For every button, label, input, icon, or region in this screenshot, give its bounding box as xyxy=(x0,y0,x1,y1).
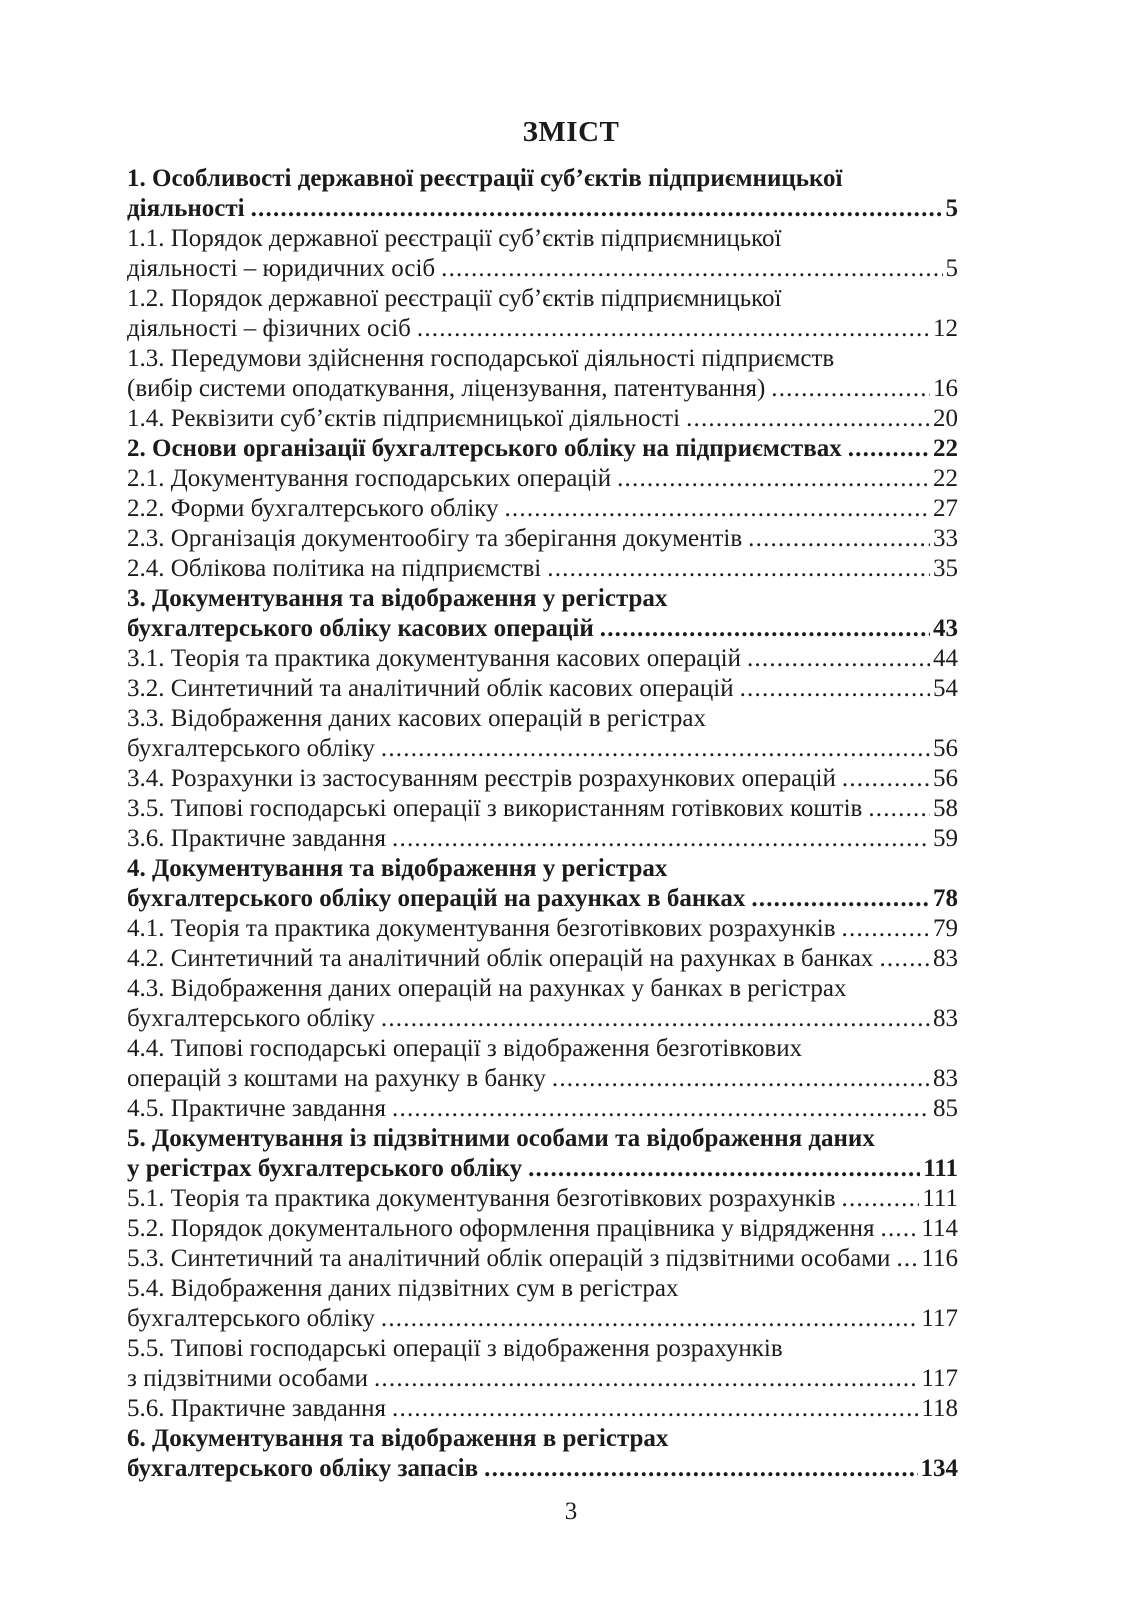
toc-entry xyxy=(127,284,958,344)
toc-entry xyxy=(127,1214,958,1244)
toc-page-number: 83 xyxy=(933,1065,958,1092)
dot-leader xyxy=(251,194,943,224)
toc-entry-text-line: 5.4. Відображення даних підзвітних сум в регістрах xyxy=(127,1275,679,1302)
toc-entry-text: 3.2. Синтетичний та аналітичний облік касових операцій xyxy=(127,675,734,702)
toc-entry-text: бухгалтерського обліку операцій на рахунках в банках xyxy=(127,885,746,912)
dot-leader xyxy=(896,1244,918,1274)
dot-leader xyxy=(600,614,930,644)
toc-page-number: 116 xyxy=(921,1245,958,1272)
toc-page-number: 5 xyxy=(945,195,958,222)
toc-entry xyxy=(127,704,958,764)
toc-page-number: 33 xyxy=(933,525,958,552)
toc-entry xyxy=(127,1034,958,1094)
toc-entry-last-line xyxy=(127,1184,958,1214)
dot-leader xyxy=(747,644,930,674)
toc-entry-text: бухгалтерського обліку xyxy=(127,1305,375,1332)
toc-entry-last-line xyxy=(127,1064,958,1094)
toc-page-number: 54 xyxy=(933,675,958,702)
toc-entry xyxy=(127,944,958,974)
toc-entry-last-line xyxy=(127,1004,958,1034)
toc-page-number: 22 xyxy=(933,435,958,462)
toc-entry-text: діяльності – юридичних осіб xyxy=(127,255,436,282)
dot-leader xyxy=(881,1214,919,1244)
toc-entry-last-line xyxy=(127,1394,958,1424)
toc-entry-text: 3.4. Розрахунки із застосуванням реєстрів розрахункових операцій xyxy=(127,765,836,792)
toc-entry xyxy=(127,764,958,794)
toc-entry-last-line xyxy=(127,944,958,974)
dot-leader xyxy=(381,734,930,764)
toc-page-number: 35 xyxy=(933,555,958,582)
toc-entry-text: діяльності – фізичних осіб xyxy=(127,315,411,342)
toc-entry xyxy=(127,224,958,284)
dot-leader xyxy=(552,1064,930,1094)
toc-page-number: 58 xyxy=(933,795,958,822)
toc-page-number: 5 xyxy=(945,255,958,282)
toc-entry-last-line xyxy=(127,1154,958,1184)
toc-entry-last-line xyxy=(127,614,958,644)
dot-leader xyxy=(504,494,930,524)
toc-entry-text-line: 5. Документування із підзвітними особами та відображення даних xyxy=(127,1125,875,1152)
dot-leader xyxy=(392,1394,918,1424)
dot-leader xyxy=(848,434,930,464)
toc-page-number: 111 xyxy=(922,1185,958,1212)
toc-entry-last-line xyxy=(127,644,958,674)
toc-page-number: 118 xyxy=(921,1395,958,1422)
toc-entry-last-line xyxy=(127,374,958,404)
toc-entry-text-line: 6. Документування та відображення в регістрах xyxy=(127,1425,669,1452)
toc-page-number: 117 xyxy=(921,1305,958,1332)
dot-leader xyxy=(751,884,930,914)
toc-entry xyxy=(127,434,958,464)
toc-entry xyxy=(127,824,958,854)
toc-entry xyxy=(127,854,958,914)
toc-entry-text: 3.5. Типові господарські операції з використанням готівкових коштів xyxy=(127,795,863,822)
toc-entry-last-line xyxy=(127,524,958,554)
toc-entry-text-line: 3. Документування та відображення у регістрах xyxy=(127,585,668,612)
toc-entry-last-line xyxy=(127,494,958,524)
toc-entry-last-line xyxy=(127,314,958,344)
toc-page-number: 56 xyxy=(933,735,958,762)
toc-entry-last-line xyxy=(127,1454,958,1484)
toc-page-number: 114 xyxy=(921,1215,958,1242)
toc-entry-last-line xyxy=(127,1364,958,1394)
toc-entry-last-line xyxy=(127,254,958,284)
toc-entry-last-line xyxy=(127,764,958,794)
dot-leader xyxy=(771,374,930,404)
toc-entry-text: бухгалтерського обліку xyxy=(127,1005,375,1032)
toc-entry-text: 2. Основи організації бухгалтерського обліку на підприємствах xyxy=(127,435,842,462)
toc-entry-text: 5.2. Порядок документального оформлення працівника у відрядження xyxy=(127,1215,875,1242)
toc-entry xyxy=(127,554,958,584)
dot-leader xyxy=(879,944,930,974)
toc-entry-text-line: 4.3. Відображення даних операцій на рахунках у банках в регістрах xyxy=(127,975,847,1002)
dot-leader xyxy=(528,1154,920,1184)
toc-entry xyxy=(127,1274,958,1334)
toc-entry xyxy=(127,914,958,944)
toc-page-number: 79 xyxy=(933,915,958,942)
dot-leader xyxy=(842,764,930,794)
page-title: ЗМІСТ xyxy=(522,116,620,148)
toc-entry-last-line xyxy=(127,404,958,434)
toc-entry-text: 5.3. Синтетичний та аналітичний облік операцій з підзвітними особами xyxy=(127,1245,891,1272)
toc-entry-text: 2.4. Облікова політика на підприємстві xyxy=(127,555,542,582)
toc-entry-text-line: 5.5. Типові господарські операції з відображення розрахунків xyxy=(127,1335,783,1362)
dot-leader xyxy=(374,1364,918,1394)
toc-entry-text: 4.1. Теорія та практика документування безготівкових розрахунків xyxy=(127,915,836,942)
toc-entry-last-line xyxy=(127,434,958,464)
dot-leader xyxy=(484,1454,917,1484)
toc-entry-text-line: 4. Документування та відображення у регістрах xyxy=(127,855,668,882)
toc-entry-text-line: 1. Особливості державної реєстрації суб’єктів підприємницької xyxy=(127,165,843,192)
toc-entry-last-line xyxy=(127,1214,958,1244)
toc-entry-last-line xyxy=(127,914,958,944)
toc-entry xyxy=(127,344,958,404)
toc-entry xyxy=(127,164,958,224)
toc-list xyxy=(127,164,958,1484)
toc-entry xyxy=(127,524,958,554)
toc-page-number: 83 xyxy=(933,945,958,972)
toc-entry-text: операцій з коштами на рахунку в банку xyxy=(127,1065,546,1092)
dot-leader xyxy=(381,1304,919,1334)
toc-page-number: 16 xyxy=(933,375,958,402)
dot-leader xyxy=(842,1184,920,1214)
dot-leader xyxy=(868,794,930,824)
toc-page-number: 43 xyxy=(933,615,958,642)
toc-entry-last-line xyxy=(127,884,958,914)
toc-entry-text: 4.2. Синтетичний та аналітичний облік операцій на рахунках в банках xyxy=(127,945,874,972)
toc-entry xyxy=(127,1424,958,1484)
toc-entry xyxy=(127,1244,958,1274)
toc-entry-text: бухгалтерського обліку касових операцій xyxy=(127,615,594,642)
toc-entry xyxy=(127,584,958,644)
toc-entry-text-line: 1.2. Порядок державної реєстрації суб’єктів підприємницької xyxy=(127,285,782,312)
toc-entry xyxy=(127,404,958,434)
toc-entry-last-line xyxy=(127,794,958,824)
toc-entry-text: бухгалтерського обліку xyxy=(127,735,375,762)
toc-page-number: 117 xyxy=(921,1365,958,1392)
toc-page-number: 85 xyxy=(933,1095,958,1122)
toc-entry-text: з підзвітними особами xyxy=(127,1365,368,1392)
dot-leader xyxy=(686,404,930,434)
toc-entry-text: 2.3. Організація документообігу та зберігання документів xyxy=(127,525,743,552)
toc-entry-last-line xyxy=(127,824,958,854)
toc-page-number: 22 xyxy=(933,465,958,492)
toc-entry-text-line: 3.3. Відображення даних касових операцій в регістрах xyxy=(127,705,706,732)
toc-page-number: 44 xyxy=(933,645,958,672)
toc-entry xyxy=(127,794,958,824)
dot-leader xyxy=(417,314,930,344)
dot-leader xyxy=(617,464,930,494)
toc-page-number: 111 xyxy=(923,1155,958,1182)
toc-entry-last-line xyxy=(127,464,958,494)
toc-entry xyxy=(127,974,958,1034)
toc-page-number: 56 xyxy=(933,765,958,792)
toc-entry xyxy=(127,494,958,524)
toc-entry xyxy=(127,1094,958,1124)
dot-leader xyxy=(392,824,930,854)
toc-entry-text: 3.1. Теорія та практика документування касових операцій xyxy=(127,645,741,672)
toc-entry xyxy=(127,1334,958,1394)
toc-entry-last-line xyxy=(127,1304,958,1334)
toc-entry xyxy=(127,644,958,674)
toc-entry-text: (вибір системи оподаткування, ліцензування, патентування) xyxy=(127,375,766,402)
toc-entry-text-line: 1.3. Передумови здійснення господарської діяльності підприємств xyxy=(127,345,835,372)
toc-entry-text: 1.4. Реквізити суб’єктів підприємницької діяльності xyxy=(127,405,681,432)
toc-entry-text: 5.1. Теорія та практика документування безготівкових розрахунків xyxy=(127,1185,836,1212)
dot-leader xyxy=(842,914,930,944)
toc-entry xyxy=(127,1184,958,1214)
dot-leader xyxy=(547,554,930,584)
toc-entry-last-line xyxy=(127,674,958,704)
toc-entry-text-line: 1.1. Порядок державної реєстрації суб’єктів підприємницької xyxy=(127,225,782,252)
toc-page-number: 83 xyxy=(933,1005,958,1032)
toc-page-number: 27 xyxy=(933,495,958,522)
toc-entry-text: діяльності xyxy=(127,195,245,222)
toc-page-number: 59 xyxy=(933,825,958,852)
dot-leader xyxy=(381,1004,930,1034)
toc-entry xyxy=(127,1394,958,1424)
dot-leader xyxy=(392,1094,930,1124)
toc-page-number: 12 xyxy=(933,315,958,342)
toc-page-number: 20 xyxy=(933,405,958,432)
toc-entry-text: бухгалтерського обліку запасів xyxy=(127,1455,479,1482)
dot-leader xyxy=(748,524,930,554)
toc-entry-text: 2.2. Форми бухгалтерського обліку xyxy=(127,495,499,522)
dot-leader xyxy=(441,254,942,284)
toc-entry-text: 3.6. Практичне завдання xyxy=(127,825,387,852)
toc-entry-last-line xyxy=(127,1094,958,1124)
dot-leader xyxy=(740,674,930,704)
toc-entry-last-line xyxy=(127,734,958,764)
toc-page-number: 78 xyxy=(933,885,958,912)
toc-entry-text: у регістрах бухгалтерського обліку xyxy=(127,1155,523,1182)
toc-entry-last-line xyxy=(127,554,958,584)
toc-page-number: 134 xyxy=(920,1455,958,1482)
toc-entry-text: 5.6. Практичне завдання xyxy=(127,1395,387,1422)
footer-page-number: 3 xyxy=(564,1498,578,1525)
toc-entry xyxy=(127,1124,958,1184)
toc-entry-text: 2.1. Документування господарських операцій xyxy=(127,465,612,492)
toc-entry xyxy=(127,464,958,494)
toc-entry-text: 4.5. Практичне завдання xyxy=(127,1095,387,1122)
toc-entry-text-line: 4.4. Типові господарські операції з відображення безготівкових xyxy=(127,1035,803,1062)
toc-entry xyxy=(127,674,958,704)
toc-entry-last-line xyxy=(127,1244,958,1274)
toc-entry-last-line xyxy=(127,194,958,224)
